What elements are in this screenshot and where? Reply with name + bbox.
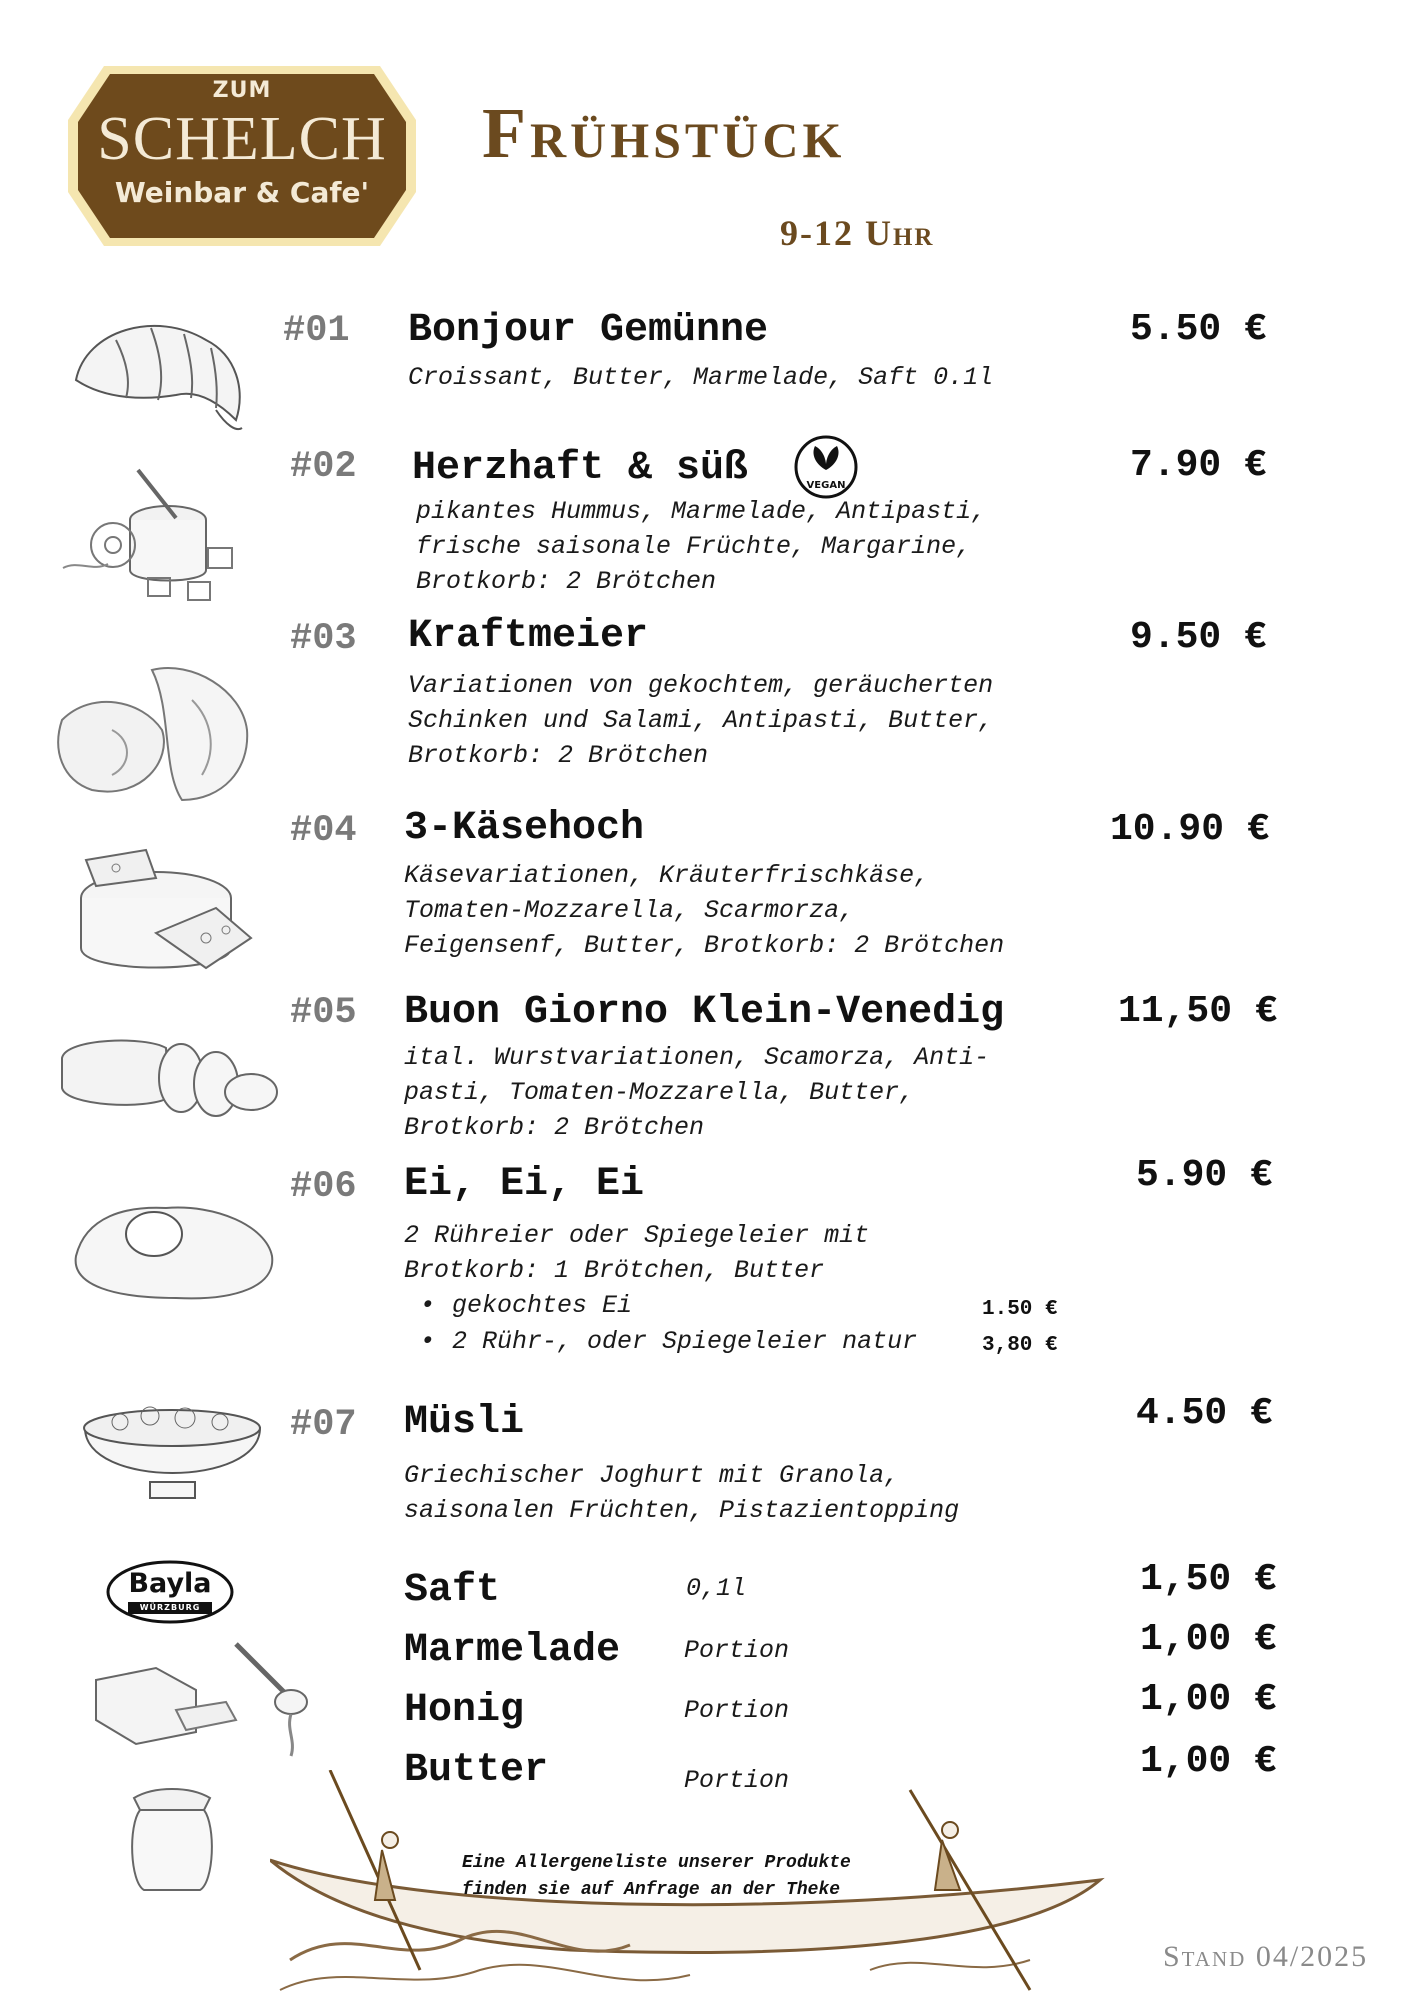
item-price: 5.90 € bbox=[1136, 1154, 1273, 1197]
item-description: Brotkorb: 2 Brötchen bbox=[416, 567, 717, 596]
item-number: #05 bbox=[290, 992, 357, 1034]
addon-unit: Portion bbox=[684, 1766, 790, 1795]
item-number: #03 bbox=[290, 618, 357, 660]
item-description: ital. Wurstvariationen, Scamorza, Anti- bbox=[404, 1043, 990, 1072]
extra-label: gekochtes Ei bbox=[452, 1291, 633, 1320]
item-description: Griechischer Joghurt mit Granola, bbox=[404, 1461, 900, 1490]
addon-name: Saft bbox=[404, 1568, 501, 1613]
addon-price: 1,00 € bbox=[1140, 1740, 1277, 1783]
extra-price: 1.50 € bbox=[982, 1298, 1058, 1321]
item-description: Feigensenf, Butter, Brotkorb: 2 Brötchen bbox=[404, 931, 1005, 960]
item-number: #01 bbox=[283, 310, 350, 352]
item-description: Brotkorb: 1 Brötchen, Butter bbox=[404, 1256, 825, 1285]
item-name: Herzhaft & süß bbox=[412, 446, 749, 491]
item-description: Tomaten-Mozzarella, Scarmorza, bbox=[404, 896, 855, 925]
ham-slices-icon bbox=[52, 650, 262, 810]
bayla-name: Bayla bbox=[128, 1568, 212, 1599]
hummus-jar-icon bbox=[58, 460, 248, 610]
extra-bullet: • bbox=[420, 1327, 436, 1356]
item-description: pikantes Hummus, Marmelade, Antipasti, bbox=[416, 497, 987, 526]
croissant-icon bbox=[66, 300, 250, 440]
item-description: frische saisonale Früchte, Margarine, bbox=[416, 532, 972, 561]
addon-name: Marmelade bbox=[404, 1628, 621, 1673]
jam-jar-icon bbox=[124, 1786, 220, 1896]
restaurant-logo bbox=[64, 60, 420, 252]
bayla-logo bbox=[106, 1560, 234, 1624]
allergen-notice-line: Eine Allergeneliste unserer Produkte bbox=[462, 1853, 851, 1873]
item-description: Brotkorb: 2 Brötchen bbox=[404, 1113, 705, 1142]
butter-honey-icon bbox=[86, 1640, 326, 1770]
extra-price: 3,80 € bbox=[982, 1334, 1058, 1357]
item-description: saisonalen Früchten, Pistazientopping bbox=[404, 1496, 960, 1525]
item-name: Müsli bbox=[404, 1400, 525, 1445]
addon-name: Butter bbox=[404, 1748, 549, 1793]
item-price: 4.50 € bbox=[1136, 1392, 1273, 1435]
addon-price: 1,50 € bbox=[1140, 1558, 1277, 1601]
bayla-city: WÜRZBURG bbox=[128, 1602, 212, 1614]
opening-hours: 9-12 Uhr bbox=[780, 213, 935, 253]
item-number: #06 bbox=[290, 1166, 357, 1208]
item-name: Kraftmeier bbox=[408, 614, 649, 659]
addon-name: Honig bbox=[404, 1688, 525, 1733]
item-number: #04 bbox=[290, 810, 357, 852]
addon-price: 1,00 € bbox=[1140, 1618, 1277, 1661]
item-description: Schinken und Salami, Antipasti, Butter, bbox=[408, 706, 994, 735]
item-price: 11,50 € bbox=[1118, 990, 1278, 1033]
item-name: Ei, Ei, Ei bbox=[404, 1162, 645, 1207]
salami-icon bbox=[56, 1018, 286, 1128]
fried-egg-icon bbox=[66, 1186, 280, 1306]
item-name: Bonjour Gemünne bbox=[408, 308, 769, 353]
addon-unit: Portion bbox=[684, 1636, 790, 1665]
menu-version: Stand 04/2025 bbox=[1163, 1940, 1369, 1973]
vegan-badge-label: VEGAN bbox=[806, 480, 846, 491]
addon-price: 1,00 € bbox=[1140, 1678, 1277, 1721]
item-description: Brotkorb: 2 Brötchen bbox=[408, 741, 709, 770]
allergen-notice-line: finden sie auf Anfrage an der Theke bbox=[462, 1880, 841, 1900]
item-description: pasti, Tomaten-Mozzarella, Butter, bbox=[404, 1078, 915, 1107]
addon-unit: Portion bbox=[684, 1696, 790, 1725]
allergen-notice bbox=[462, 1850, 851, 1904]
item-number: #02 bbox=[290, 446, 357, 488]
page-title: Frühstück bbox=[482, 93, 846, 173]
addon-unit: 0,1l bbox=[686, 1574, 747, 1603]
item-price: 5.50 € bbox=[1130, 308, 1267, 351]
cheese-wheel-icon bbox=[66, 838, 262, 988]
item-description: Käsevariationen, Kräuterfrischkäse, bbox=[404, 861, 930, 890]
extra-label: 2 Rühr-, oder Spiegeleier natur bbox=[452, 1327, 918, 1356]
logo-name: SCHELCH bbox=[97, 105, 387, 173]
item-name: 3-Käsehoch bbox=[404, 806, 645, 851]
logo-subtitle: Weinbar & Cafe' bbox=[114, 176, 370, 209]
extra-bullet: • bbox=[420, 1291, 436, 1320]
item-description: Variationen von gekochtem, geräucherten bbox=[408, 671, 994, 700]
item-description: Croissant, Butter, Marmelade, Saft 0.1l bbox=[408, 363, 994, 392]
logo-zum: ZUM bbox=[212, 78, 272, 103]
item-description: 2 Rühreier oder Spiegeleier mit bbox=[404, 1221, 870, 1250]
vegan-badge-icon bbox=[793, 434, 859, 500]
item-price: 10.90 € bbox=[1110, 808, 1270, 851]
item-price: 7.90 € bbox=[1130, 444, 1267, 487]
item-number: #07 bbox=[290, 1404, 357, 1446]
item-price: 9.50 € bbox=[1130, 616, 1267, 659]
item-name: Buon Giorno Klein-Venedig bbox=[404, 990, 1005, 1035]
muesli-bowl-icon bbox=[80, 1388, 270, 1508]
